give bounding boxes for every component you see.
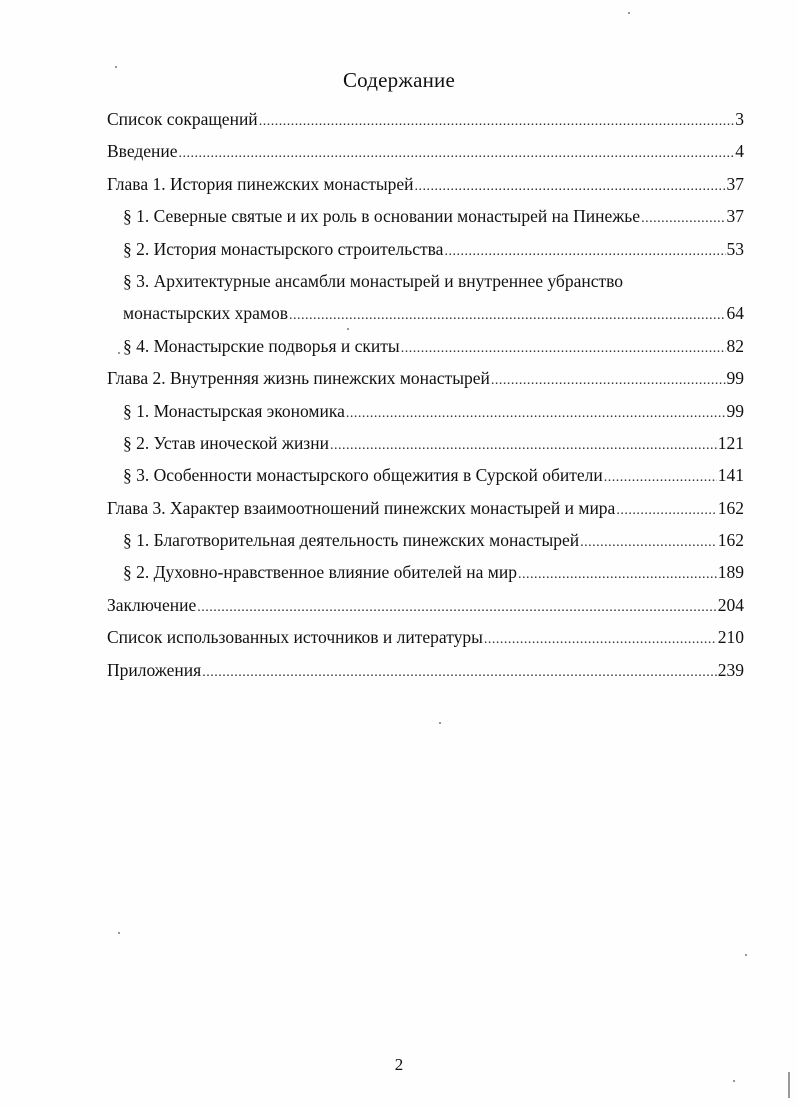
scan-speck (118, 932, 120, 934)
scan-speck (118, 352, 120, 354)
toc-entry-ch3-sec2[interactable] (123, 556, 744, 588)
toc-entry-bibliography[interactable] (107, 621, 744, 653)
toc-entry-ch1-sec2[interactable] (123, 233, 744, 265)
toc-entry-label: § 3. Особенности монастырского общежития в Сурской обители (123, 465, 603, 486)
toc-entry-label: Приложения (107, 659, 202, 680)
toc-entry-ch1-sec4[interactable] (123, 330, 744, 362)
toc-entry-label-continued: монастырских храмов (123, 303, 288, 324)
toc-entry-page: 189 (717, 562, 744, 583)
dot-leader (604, 462, 717, 494)
toc-entry-page: 37 (726, 173, 744, 194)
dot-leader (330, 430, 717, 462)
toc-entry-ch2-sec1[interactable] (123, 395, 744, 427)
toc-entry-label: § 3. Архитектурные ансамбли монастырей и внутреннее убранство (123, 270, 624, 291)
toc-entry-label: Список использованных источников и литературы (107, 627, 483, 648)
toc-entry-page: 37 (726, 206, 744, 227)
dot-leader (484, 624, 717, 656)
toc-entry-ch2-sec2[interactable] (123, 427, 744, 459)
toc-entry-page: 3 (735, 109, 744, 129)
scan-speck (628, 12, 630, 14)
dot-leader (197, 592, 717, 624)
page-number: 2 (394, 1055, 404, 1074)
toc-entry-page: 99 (726, 400, 744, 421)
toc-entry-page: 162 (717, 530, 744, 551)
scan-speck (439, 722, 441, 724)
toc-entry-label: Глава 1. История пинежских монастырей (107, 173, 414, 194)
dot-leader (641, 203, 725, 235)
dot-leader (616, 495, 716, 527)
toc-entry-chapter-1[interactable] (107, 168, 744, 200)
toc-entry-label: Глава 2. Внутренняя жизнь пинежских монастырей (107, 368, 490, 389)
scan-speck (115, 66, 117, 68)
dot-leader (415, 171, 726, 203)
dot-leader (580, 527, 717, 559)
dot-leader (202, 657, 717, 689)
dot-leader (518, 559, 717, 591)
toc-entry-ch1-sec3-line2[interactable] (123, 297, 744, 329)
scan-edge-mark (788, 1072, 790, 1098)
toc-entry-ch3-sec1[interactable] (123, 524, 744, 556)
toc-entry-conclusion[interactable] (107, 589, 744, 621)
toc-entry-page: 204 (717, 594, 744, 615)
toc-entry-page: 53 (726, 238, 744, 259)
scan-speck (347, 328, 349, 330)
toc-entry-abbreviations[interactable] (107, 103, 744, 135)
scan-speck (733, 1080, 735, 1082)
dot-leader (444, 236, 725, 268)
toc-entry-page: 121 (717, 432, 744, 453)
toc-entry-page: 210 (717, 627, 744, 648)
toc-entry-page: 141 (717, 465, 744, 486)
toc-entry-page: 4 (735, 141, 744, 162)
toc-entry-label: § 1. Благотворительная деятельность пинежских монастырей (123, 530, 580, 551)
dot-leader (346, 398, 726, 430)
toc-entry-label: Глава 3. Характер взаимоотношений пинежских монастырей и мира (107, 497, 616, 518)
toc-entry-label: Введение (107, 141, 178, 162)
toc-entry-page: 162 (717, 497, 744, 518)
dot-leader (259, 106, 735, 138)
toc-entry-page: 99 (726, 368, 744, 389)
toc-entry-page: 82 (726, 335, 744, 356)
toc-entry-chapter-2[interactable] (107, 362, 744, 394)
page-title: Содержание (342, 68, 456, 92)
toc-entry-introduction[interactable] (107, 135, 744, 167)
toc-entry-page: 239 (717, 659, 744, 680)
dot-leader (179, 138, 735, 170)
toc-entry-label: § 4. Монастырские подворья и скиты (123, 335, 400, 356)
toc-entry-ch1-sec3-line1[interactable] (123, 265, 744, 297)
toc-entry-label: § 2. Духовно-нравственное влияние обителей на мир (123, 562, 517, 583)
toc-entry-label: § 1. Северные святые и их роль в основании монастырей на Пинежье (123, 206, 641, 227)
toc-entry-label: Заключение (107, 594, 197, 615)
toc-entry-label: § 2. Устав иноческой жизни (123, 432, 329, 453)
dot-leader (401, 333, 726, 365)
dot-leader (289, 300, 726, 332)
toc-entry-appendices[interactable] (107, 654, 744, 686)
dot-leader (491, 365, 726, 397)
toc-entry-chapter-3[interactable] (107, 492, 744, 524)
toc-entry-label: § 1. Монастырская экономика (123, 400, 345, 421)
toc-entry-label: § 2. История монастырского строительства (123, 238, 444, 259)
table-of-contents (0, 103, 798, 686)
scan-speck (745, 954, 747, 956)
toc-entry-page: 64 (726, 303, 744, 324)
toc-entry-label: Список сокращений (107, 109, 258, 129)
toc-entry-ch2-sec3[interactable] (123, 459, 744, 491)
toc-entry-ch1-sec1[interactable] (123, 200, 744, 232)
